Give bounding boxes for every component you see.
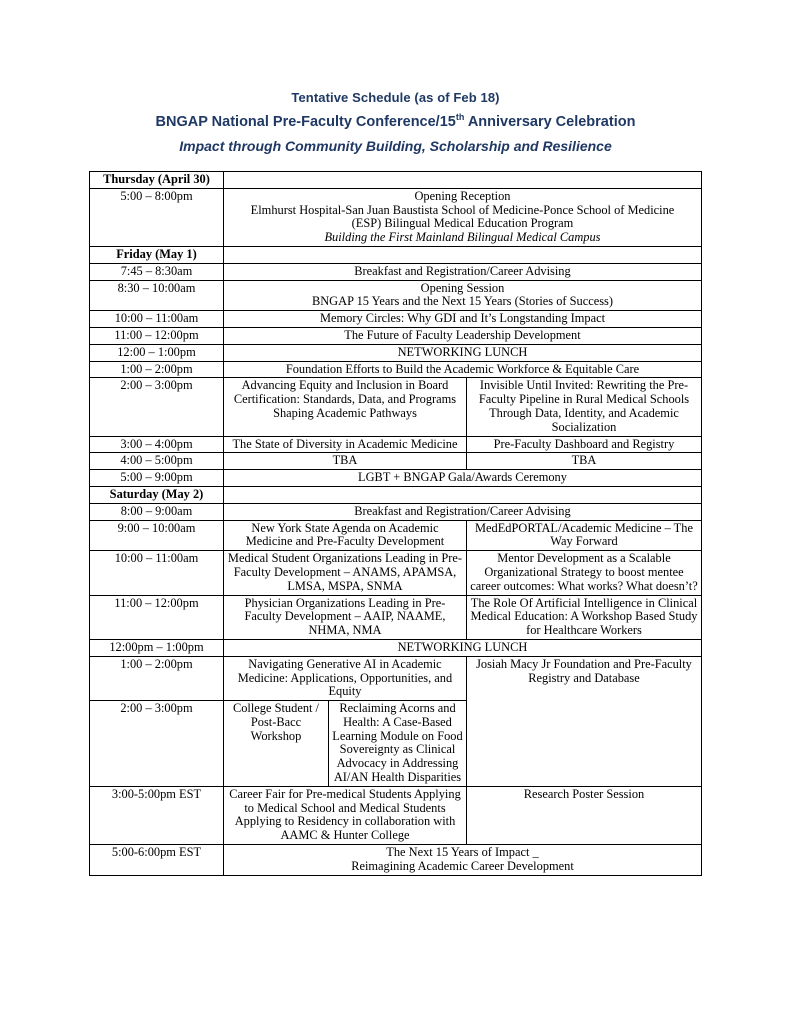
- session-cell: [223, 639, 701, 656]
- session-row: [89, 453, 701, 470]
- time-cell: 8:30 – 10:00am: [89, 280, 223, 311]
- session-row: [89, 263, 701, 280]
- day-label: Saturday (May 2): [89, 486, 223, 503]
- time-cell: 7:45 – 8:30am: [89, 263, 223, 280]
- document-header: [0, 0, 791, 154]
- time-cell: 3:00-5:00pm EST: [89, 786, 223, 844]
- session-row: [89, 656, 701, 700]
- session-row: [89, 503, 701, 520]
- session-text: Josiah Macy Jr Foundation and Pre-Faculty Registry and Database: [476, 656, 692, 685]
- session-text: Research Poster Session: [523, 786, 645, 801]
- session-text: Pre-Faculty Dashboard and Registry: [493, 436, 675, 451]
- session-text: The Future of Faculty Leadership Development: [344, 327, 581, 342]
- day-filler-cell: [223, 246, 701, 263]
- session-row: [89, 520, 701, 551]
- session-cell: [223, 263, 701, 280]
- time-cell: 2:00 – 3:00pm: [89, 378, 223, 436]
- session-row: [89, 551, 701, 595]
- day-row: [89, 246, 701, 263]
- session-text: MedEdPORTAL/Academic Medicine – The Way Forward: [475, 520, 693, 549]
- time-cell: 2:00 – 3:00pm: [89, 701, 223, 787]
- session-row: [89, 639, 701, 656]
- time-cell: 10:00 – 11:00am: [89, 311, 223, 328]
- session-text: Breakfast and Registration/Career Advising: [354, 263, 571, 278]
- session-text: College Student / Post-Bacc Workshop: [232, 701, 319, 743]
- day-filler-cell: [223, 172, 701, 189]
- session-cell: [466, 453, 701, 470]
- session-cell: [223, 595, 466, 639]
- session-text: Advancing Equity and Inclusion in Board Certification: Standards, Data, and Programs Shaping Academic Pathways: [233, 378, 457, 420]
- time-cell: 11:00 – 12:00pm: [89, 327, 223, 344]
- session-text: NETWORKING LUNCH: [397, 639, 528, 654]
- session-text: Physician Organizations Leading in Pre-Faculty Development – AAIP, NAAME, NHMA, NMA: [244, 595, 446, 638]
- session-cell: [466, 378, 701, 436]
- session-text: NETWORKING LUNCH: [397, 344, 528, 359]
- session-row: [89, 595, 701, 639]
- day-filler-cell: [223, 486, 701, 503]
- session-cell: [223, 327, 701, 344]
- session-row: [89, 280, 701, 311]
- day-row: [89, 486, 701, 503]
- session-text: Mentor Development as a Scalable Organizational Strategy to boost mentee career outcomes: What works? What doesn’t?: [470, 551, 698, 593]
- conference-title-text: BNGAP National Pre-Faculty Conference/15: [155, 114, 456, 130]
- session-row: [89, 470, 701, 487]
- time-cell: 3:00 – 4:00pm: [89, 436, 223, 453]
- session-cell: [223, 701, 328, 787]
- conference-title-tail: Anniversary Celebration: [464, 114, 636, 130]
- schedule-title: Tentative Schedule (as of Feb 18): [291, 90, 500, 105]
- time-cell: 12:00 – 1:00pm: [89, 344, 223, 361]
- session-text: Medical Student Organizations Leading in Pre-Faculty Development – ANAMS, APAMSA, LMSA, MSPA, SNMA: [227, 551, 463, 593]
- session-text: Career Fair for Pre-medical Students Applying to Medical School and Medical Students Applying to Residency in collaboration with AAMC & Hunter College: [229, 786, 461, 843]
- session-cell: [223, 188, 701, 246]
- session-cell: [223, 361, 701, 378]
- session-cell: [328, 701, 466, 787]
- session-row: [89, 344, 701, 361]
- time-cell: 12:00pm – 1:00pm: [89, 639, 223, 656]
- session-text: Elmhurst Hospital-San Juan Baustista School of Medicine-Ponce School of Medicine: [250, 202, 675, 217]
- session-cell: [466, 520, 701, 551]
- session-text: Navigating Generative AI in Academic Medicine: Applications, Opportunities, and Equity: [237, 656, 453, 699]
- session-cell: [223, 656, 466, 700]
- session-text: LGBT + BNGAP Gala/Awards Ceremony: [358, 470, 567, 485]
- session-text: The Role Of Artificial Intelligence in Clinical Medical Education: A Workshop Based Study for Healthcare Workers: [470, 595, 698, 638]
- time-cell: 1:00 – 2:00pm: [89, 361, 223, 378]
- time-cell: 9:00 – 10:00am: [89, 520, 223, 551]
- session-text: TBA: [332, 453, 358, 468]
- session-cell: [466, 656, 701, 786]
- session-text: (ESP) Bilingual Medical Education Program: [351, 216, 574, 231]
- session-text: Opening Reception: [414, 188, 511, 203]
- time-cell: 5:00 – 8:00pm: [89, 188, 223, 246]
- session-row: [89, 436, 701, 453]
- session-cell: [223, 520, 466, 551]
- time-cell: 10:00 – 11:00am: [89, 551, 223, 595]
- time-cell: 5:00-6:00pm EST: [89, 845, 223, 876]
- session-cell: [466, 595, 701, 639]
- anniversary-superscript: th: [455, 112, 465, 123]
- session-row: [89, 361, 701, 378]
- session-cell: [223, 453, 466, 470]
- session-cell: [223, 845, 701, 876]
- session-text: Invisible Until Invited: Rewriting the Pre-Faculty Pipeline in Rural Medical Schools Through Data, Identity, and Academic Socialization: [478, 378, 690, 434]
- session-text: Opening Session: [420, 280, 505, 295]
- session-row: [89, 188, 701, 246]
- day-label: Thursday (April 30): [89, 172, 223, 189]
- session-cell: [223, 551, 466, 595]
- session-cell: [223, 344, 701, 361]
- schedule-table: [89, 171, 702, 876]
- day-label: Friday (May 1): [89, 246, 223, 263]
- session-cell: [223, 470, 701, 487]
- schedule-table-body: [89, 172, 701, 876]
- session-row: [89, 845, 701, 876]
- session-row: [89, 378, 701, 436]
- session-text: Breakfast and Registration/Career Advising: [354, 503, 571, 518]
- time-cell: 11:00 – 12:00pm: [89, 595, 223, 639]
- session-row: [89, 786, 701, 844]
- time-cell: 4:00 – 5:00pm: [89, 453, 223, 470]
- session-cell: [223, 503, 701, 520]
- conference-title: [0, 114, 791, 130]
- session-cell: [223, 786, 466, 844]
- conference-theme: Impact through Community Building, Scholarship and Resilience: [179, 138, 612, 154]
- session-text: New York State Agenda on Academic Medicine and Pre-Faculty Development: [245, 520, 445, 549]
- session-text: Memory Circles: Why GDI and It’s Longstanding Impact: [319, 311, 606, 326]
- session-cell: [466, 436, 701, 453]
- session-cell: [223, 378, 466, 436]
- session-text: The State of Diversity in Academic Medicine: [232, 436, 458, 451]
- session-cell: [223, 311, 701, 328]
- session-row: [89, 311, 701, 328]
- session-row: [89, 327, 701, 344]
- session-text: The Next 15 Years of Impact _: [386, 845, 539, 860]
- time-cell: 1:00 – 2:00pm: [89, 656, 223, 700]
- session-text: Reclaiming Acorns and Health: A Case-Based Learning Module on Food Sovereignty as Clinical Advocacy in Addressing AI/AN Health Disparities: [332, 701, 463, 785]
- time-cell: 5:00 – 9:00pm: [89, 470, 223, 487]
- session-cell: [223, 436, 466, 453]
- time-cell: 8:00 – 9:00am: [89, 503, 223, 520]
- session-text: Foundation Efforts to Build the Academic Workforce & Equitable Care: [285, 361, 640, 376]
- session-text: BNGAP 15 Years and the Next 15 Years (Stories of Success): [311, 294, 613, 309]
- day-row: [89, 172, 701, 189]
- session-cell: [466, 551, 701, 595]
- session-text: Building the First Mainland Bilingual Medical Campus: [324, 230, 601, 245]
- session-text: TBA: [571, 453, 597, 468]
- session-cell: [223, 280, 701, 311]
- session-text: Reimagining Academic Career Development: [351, 858, 574, 873]
- session-cell: [466, 786, 701, 844]
